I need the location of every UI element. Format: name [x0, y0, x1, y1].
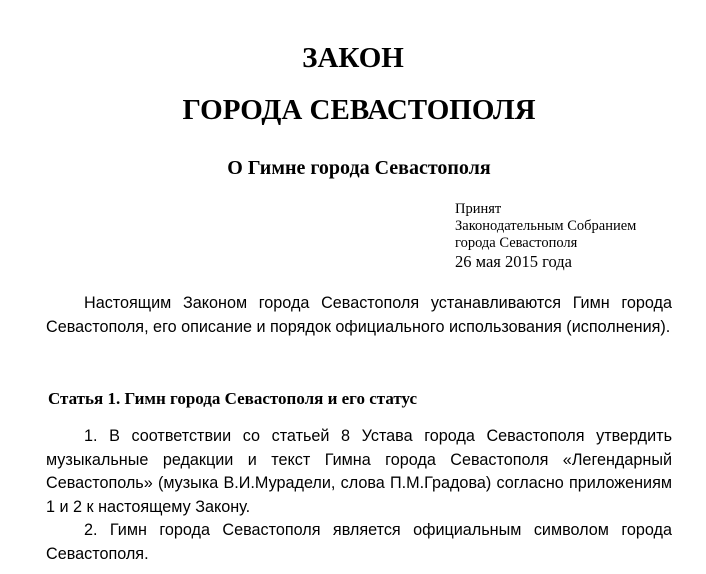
- adopted-by-city: города Севастополя: [455, 235, 578, 251]
- adoption-block: [455, 201, 636, 272]
- article-1-item-2: 2. Гимн города Севастополя является официальным символом города Севастополя.: [46, 521, 672, 563]
- law-title: ЗАКОН: [302, 42, 404, 74]
- law-subtitle: О Гимне города Севастополя: [227, 157, 491, 179]
- article-1-heading: Статья 1. Гимн города Севастополя и его статус: [48, 389, 418, 408]
- intro-paragraph: Настоящим Законом города Севастополя устанавливаются Гимн города Севастополя, его описание и порядок официального использования (исполнения).: [46, 294, 672, 336]
- article-1-item-1: 1. В соответствии со статьей 8 Устава города Севастополя утвердить музыкальные редакции и текст Гимна города Севастополя «Легендарный Севастополь» (музыка В.И.Мурадели, слова П.М.Градова) согласно приложениям 1 и 2 к настоящему Закону.: [46, 427, 672, 516]
- adopted-label: Принят: [455, 201, 502, 217]
- adopted-by: Законодательным Собранием: [455, 218, 637, 234]
- adoption-date: 26 мая 2015 года: [455, 252, 572, 271]
- law-title-city: ГОРОДА СЕВАСТОПОЛЯ: [182, 94, 536, 126]
